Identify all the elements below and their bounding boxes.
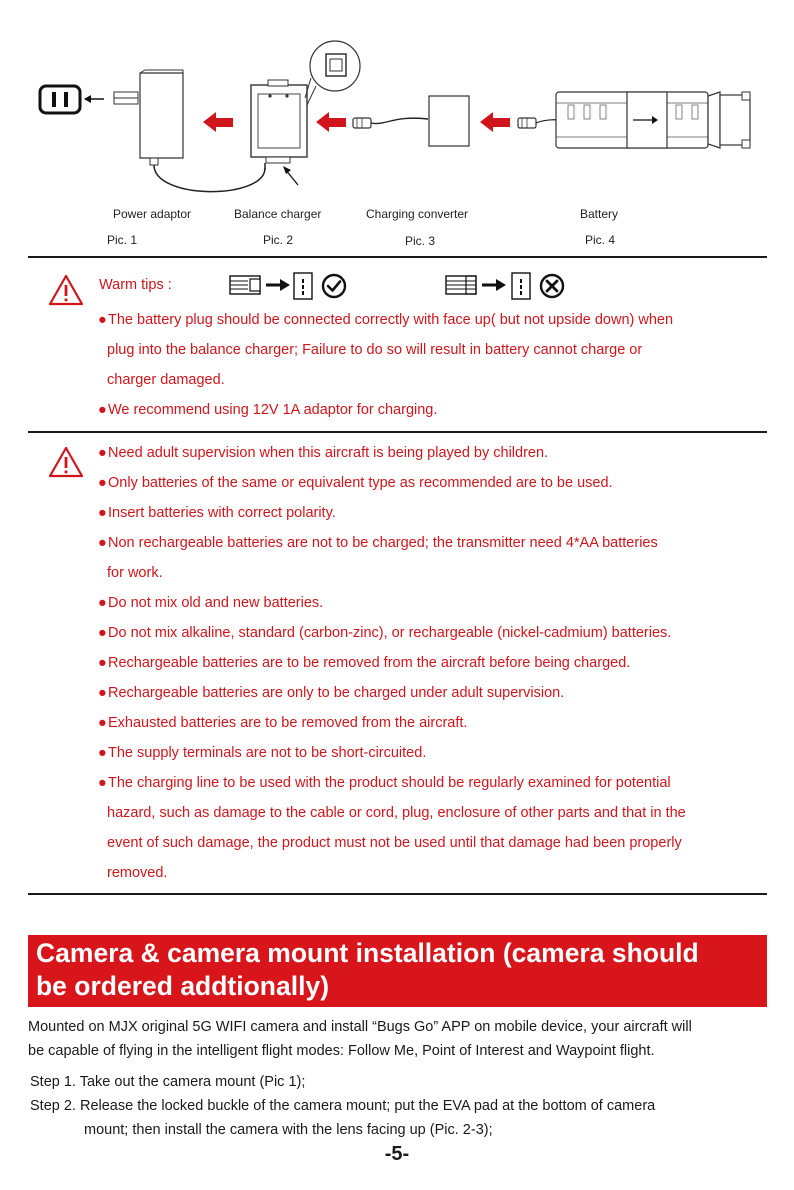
check-circle-icon bbox=[323, 275, 345, 297]
safety-text: event of such damage, the product must not be used until that damage had been properly bbox=[107, 835, 682, 851]
safety-line: ●The supply terminals are not to be short-circuited. bbox=[98, 745, 427, 761]
pic-label-4: Pic. 4 bbox=[585, 233, 616, 247]
red-arrow-left-icon bbox=[316, 112, 346, 132]
section-title-line: be ordered addtionally) bbox=[36, 971, 330, 1001]
intro-text: be capable of flying in the intelligent flight modes: Follow Me, Point of Interest and Waypoint flight. bbox=[28, 1043, 655, 1059]
warm-tip-text: plug into the balance charger; Failure to do so will result in battery cannot charge or bbox=[107, 342, 643, 358]
warm-tips-heading: Warm tips : bbox=[99, 277, 172, 293]
warning-triangle-icon bbox=[48, 446, 84, 478]
safety-text: for work. bbox=[107, 565, 163, 581]
safety-text: Rechargeable batteries are only to be charged under adult supervision. bbox=[108, 685, 565, 701]
caption-battery: Battery bbox=[580, 207, 619, 221]
safety-line bbox=[107, 565, 163, 581]
step-text: mount; then install the camera with the lens facing up (Pic. 2-3); bbox=[84, 1122, 493, 1138]
safety-line: ●Exhausted batteries are to be removed from the aircraft. bbox=[98, 715, 468, 731]
caption-power-adaptor: Power adaptor bbox=[113, 207, 192, 221]
warm-tip-text: charger damaged. bbox=[107, 372, 225, 388]
section-title-banner bbox=[28, 935, 767, 1007]
safety-line bbox=[107, 835, 682, 851]
safety-text: The charging line to be used with the product should be regularly examined for potential bbox=[108, 775, 671, 791]
safety-text: hazard, such as damage to the cable or cord, plug, enclosure of other parts and that in the bbox=[107, 805, 686, 821]
safety-text: Do not mix old and new batteries. bbox=[108, 595, 324, 611]
safety-line: ●Rechargeable batteries are to be removed from the aircraft before being charged. bbox=[98, 655, 631, 671]
divider bbox=[28, 256, 767, 258]
wall-socket-icon bbox=[40, 86, 80, 113]
safety-line: ●Do not mix old and new batteries. bbox=[98, 595, 324, 611]
caption-charging-converter: Charging converter bbox=[366, 207, 469, 221]
safety-text: removed. bbox=[107, 865, 168, 881]
divider bbox=[28, 893, 767, 895]
safety-line: ●Only batteries of the same or equivalent type as recommended are to be used. bbox=[98, 475, 613, 491]
safety-line: ●Need adult supervision when this aircraft is being played by children. bbox=[98, 445, 549, 461]
warm-tip-text: We recommend using 12V 1A adaptor for charging. bbox=[108, 402, 438, 418]
warm-tip-line bbox=[107, 342, 642, 358]
warm-tip-line bbox=[107, 372, 225, 388]
safety-text: Need adult supervision when this aircraft is being played by children. bbox=[108, 445, 549, 461]
step-text: Step 2. Release the locked buckle of the camera mount; put the EVA pad at the bottom of camera bbox=[30, 1098, 656, 1114]
safety-text: Only batteries of the same or equivalent type as recommended are to be used. bbox=[108, 475, 613, 491]
socket-icon bbox=[512, 273, 530, 299]
caption-balance-charger: Balance charger bbox=[234, 207, 322, 221]
warning-triangle-icon bbox=[48, 274, 84, 306]
small-arrow-left-icon bbox=[84, 95, 104, 103]
plug-incorrect-diagram bbox=[444, 270, 574, 302]
warm-tip-line: ●The battery plug should be connected correctly with face up( but not upside down) when bbox=[98, 312, 674, 328]
safety-line bbox=[107, 865, 167, 881]
red-arrow-left-icon bbox=[480, 112, 510, 132]
charging-converter-image bbox=[353, 96, 469, 146]
section-title-line: Camera & camera mount installation (camera should bbox=[36, 938, 699, 968]
warm-tip-line: ●We recommend using 12V 1A adaptor for charging. bbox=[98, 402, 438, 418]
safety-text: Exhausted batteries are to be removed from the aircraft. bbox=[108, 715, 468, 731]
pic-label-2: Pic. 2 bbox=[263, 233, 294, 247]
plug-icon bbox=[230, 276, 260, 294]
x-circle-icon bbox=[541, 275, 563, 297]
step-text: Step 1. Take out the camera mount (Pic 1); bbox=[30, 1074, 306, 1090]
warm-tip-text: The battery plug should be connected correctly with face up( but not upside down) when bbox=[108, 312, 674, 328]
power-adaptor-image bbox=[114, 70, 265, 192]
safety-line bbox=[107, 805, 686, 821]
pic-label-1: Pic. 1 bbox=[107, 233, 138, 247]
socket-icon bbox=[294, 273, 312, 299]
safety-text: Rechargeable batteries are to be removed from the aircraft before being charged. bbox=[108, 655, 631, 671]
safety-line: ●The charging line to be used with the product should be regularly examined for potential bbox=[98, 775, 671, 791]
safety-line: ●Rechargeable batteries are only to be charged under adult supervision. bbox=[98, 685, 565, 701]
safety-text: Insert batteries with correct polarity. bbox=[108, 505, 336, 521]
divider bbox=[28, 431, 767, 433]
plug-upside-down-icon bbox=[446, 276, 476, 294]
pic-label-3: Pic. 3 bbox=[405, 234, 436, 248]
arrow-right-icon bbox=[266, 279, 290, 291]
safety-line: ●Insert batteries with correct polarity. bbox=[98, 505, 336, 521]
safety-line: ●Non rechargeable batteries are not to be charged; the transmitter need 4*AA batteries bbox=[98, 535, 658, 551]
safety-line: ●Do not mix alkaline, standard (carbon-zinc), or rechargeable (nickel-cadmium) batteries. bbox=[98, 625, 672, 641]
arrow-right-icon bbox=[482, 279, 506, 291]
page-number: -5- bbox=[384, 1143, 410, 1165]
safety-text: Do not mix alkaline, standard (carbon-zinc), or rechargeable (nickel-cadmium) batteries. bbox=[108, 625, 672, 641]
plug-correct-diagram bbox=[228, 270, 358, 302]
charging-diagram bbox=[0, 0, 794, 200]
balance-charger-image bbox=[251, 41, 360, 185]
safety-text: Non rechargeable batteries are not to be charged; the transmitter need 4*AA batteries bbox=[108, 535, 658, 551]
safety-text: The supply terminals are not to be short-circuited. bbox=[108, 745, 427, 761]
red-arrow-left-icon bbox=[203, 112, 233, 132]
intro-text: Mounted on MJX original 5G WIFI camera and install “Bugs Go” APP on mobile device, your aircraft will bbox=[28, 1019, 692, 1035]
battery-image bbox=[518, 92, 750, 148]
